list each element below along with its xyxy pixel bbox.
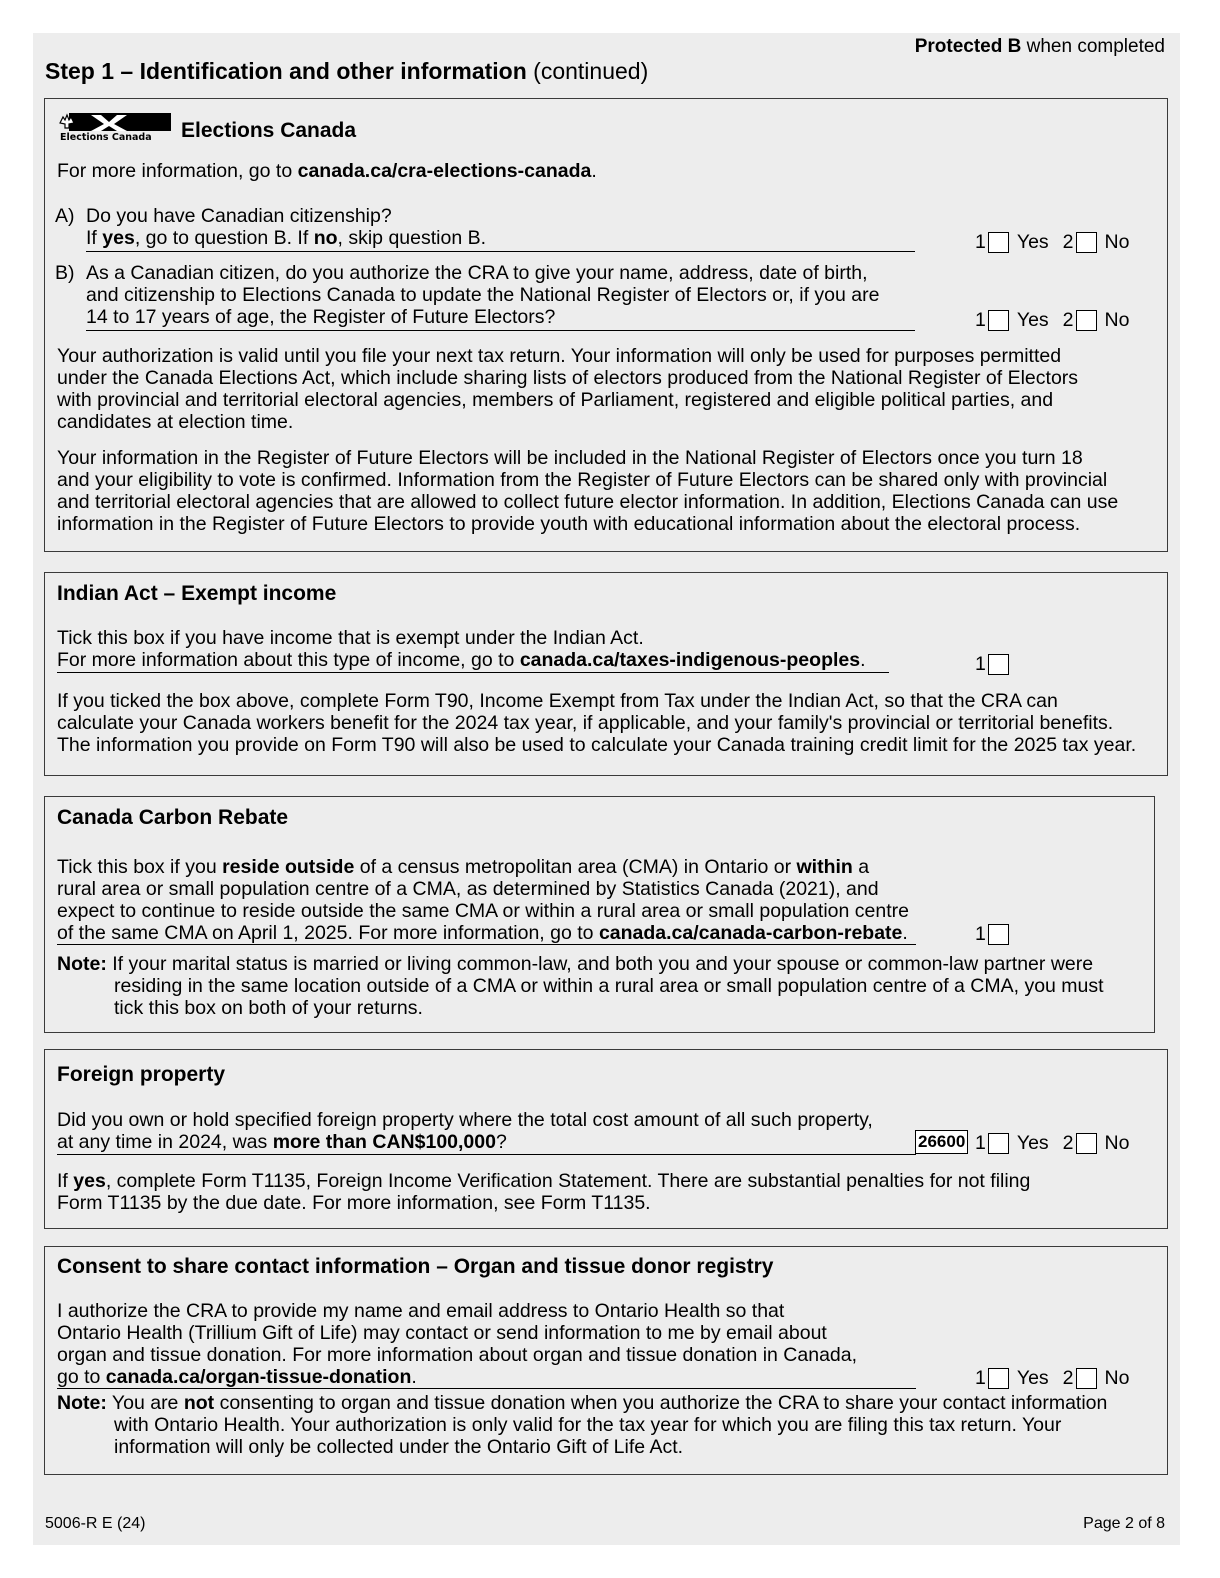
question-b-rule — [86, 330, 915, 331]
foreign-property-section — [44, 1049, 1168, 1229]
organ-donor-options: 1 Yes 2 No — [975, 1367, 1130, 1389]
indian-act-rule — [57, 672, 889, 673]
organ-donor-yes-checkbox[interactable] — [988, 1368, 1009, 1389]
carbon-rebate-checkbox[interactable] — [988, 924, 1009, 945]
foreign-property-options: 1 Yes 2 No — [975, 1132, 1130, 1154]
protected-label: Protected B when completed — [914, 36, 1165, 57]
question-b-label: B) — [55, 262, 75, 284]
question-b-yes-checkbox[interactable] — [988, 310, 1009, 331]
question-a-options: 1 Yes 2 No — [975, 231, 1130, 253]
elections-title: Elections Canada — [181, 119, 357, 142]
form-page — [33, 33, 1180, 1545]
carbon-rebate-options: 1 — [975, 921, 1017, 945]
organ-donor-note: Note: You are not consenting to organ and tissue donation when you authorize the CRA to share your contact information with Ontario Health. Your authorization is only valid for the tax year for which you are filing this tax return. Your information will only be collected under the Ontario Gift of Life Act. — [57, 1392, 1108, 1458]
elections-canada-logo — [57, 111, 173, 142]
indian-act-question: Tick this box if you have income that is exempt under the Indian Act. For more information about this type of income, go to canada.ca/taxes-indigenous-peoples. — [57, 627, 866, 671]
organ-donor-rule — [57, 1388, 916, 1389]
elections-authorization-paragraph: Your authorization is valid until you file your next tax return. Your information will only be used for purposes permitted under the Canada Elections Act, which include sharing lists of electors produced from the National Register of Electors with provincial and territorial electoral agencies, members of Parliament, registered and eligible political parties, and candidates at election time. — [57, 345, 1079, 433]
question-b-text: As a Canadian citizen, do you authorize the CRA to give your name, address, date of birth, and citizenship to Elections Canada to update the National Register of Electors or, if you are 14 to 17 years of age, the Register of Future Electors? — [86, 262, 880, 328]
indian-act-paragraph: If you ticked the box above, complete Form T90, Income Exempt from Tax under the Indian Act, so that the CRA can calculate your Canada workers benefit for the 2024 tax year, if applicable, and your family's provincial or territorial benefits. The information you provide on Form T90 will also be used to calculate your Canada training credit limit for the 2025 tax year. — [57, 690, 1137, 756]
organ-donor-question: I authorize the CRA to provide my name and email address to Ontario Health so that Ontario Health (Trillium Gift of Life) may contact or send information to me by email about organ and tissue donation. For more information about organ and tissue donation in Canada, go to canada.ca/organ-tissue-donation. — [57, 1300, 858, 1388]
question-a-label: A) — [55, 205, 75, 227]
step-title: Step 1 – Identification and other information (continued) — [45, 58, 649, 84]
future-electors-paragraph: Your information in the Register of Future Electors will be included in the National Register of Electors once you turn 18 and your eligibility to vote is confirmed. Information from the Register of Future Electors can be shared only with provincial and territorial electoral agencies that are allowed to collect future elector information. In addition, Elections Canada can use information in the Register of Future Electors to provide youth with educational information about the electoral process. — [57, 447, 1119, 535]
form-code: 5006-R E (24) — [45, 1515, 146, 1532]
indian-act-title: Indian Act – Exempt income — [57, 582, 337, 605]
carbon-rebate-rule — [57, 944, 916, 945]
foreign-property-rule — [57, 1154, 916, 1155]
question-a-rule — [86, 251, 915, 252]
question-a-text: Do you have Canadian citizenship? If yes, go to question B. If no, skip question B. — [86, 205, 487, 249]
carbon-rebate-note: Note: If your marital status is married or living common-law, and both you and your spouse or common-law partner were residing in the same location outside of a CMA or within a rural area or small population centre of a CMA, you must tick this box on both of your returns. — [57, 953, 1104, 1019]
elections-info: For more information, go to canada.ca/cra-elections-canada. — [57, 160, 597, 182]
question-b-options: 1 Yes 2 No — [975, 309, 1130, 331]
question-a-yes-checkbox[interactable] — [988, 232, 1009, 253]
indian-act-options: 1 — [975, 651, 1017, 675]
foreign-property-no-checkbox[interactable] — [1076, 1133, 1097, 1154]
elections-canada-section — [44, 98, 1168, 552]
carbon-rebate-section — [44, 796, 1155, 1033]
carbon-rebate-question: Tick this box if you reside outside of a census metropolitan area (CMA) in Ontario or within a rural area or small population centre of a CMA, as determined by Statistics Canada (2021), and expect to continue to reside outside the same CMA or within a rural area or small population centre of the same CMA on April 1, 2025. For more information, go to canada.ca/canada-carbon-rebate. — [57, 856, 909, 944]
line-26600-code: 26600 — [915, 1130, 968, 1154]
organ-donor-section — [44, 1246, 1168, 1475]
foreign-property-question: Did you own or hold specified foreign property where the total cost amount of all such property, at any time in 2024, was more than CAN$100,000? — [57, 1109, 873, 1153]
foreign-property-title: Foreign property — [57, 1063, 226, 1086]
organ-donor-title: Consent to share contact information – Organ and tissue donor registry — [57, 1255, 774, 1278]
carbon-rebate-title: Canada Carbon Rebate — [57, 806, 289, 829]
page-number: Page 2 of 8 — [1083, 1515, 1165, 1532]
indian-act-checkbox[interactable] — [988, 654, 1009, 675]
foreign-property-yes-checkbox[interactable] — [988, 1133, 1009, 1154]
svg-text:Elections Canada: Elections Canada — [60, 132, 152, 142]
indian-act-section — [44, 572, 1168, 776]
organ-donor-no-checkbox[interactable] — [1076, 1368, 1097, 1389]
question-a-no-checkbox[interactable] — [1076, 232, 1097, 253]
foreign-property-paragraph: If yes, complete Form T1135, Foreign Income Verification Statement. There are substantial penalties for not filing Form T1135 by the due date. For more information, see Form T1135. — [57, 1170, 1031, 1214]
question-b-no-checkbox[interactable] — [1076, 310, 1097, 331]
